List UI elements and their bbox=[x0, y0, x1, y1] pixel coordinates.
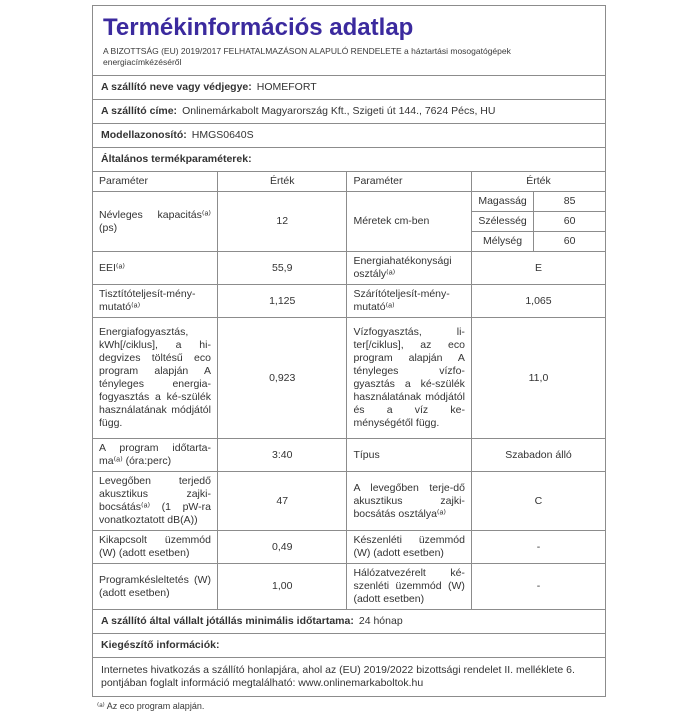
model-id-label: Modellazonosító: bbox=[101, 129, 187, 141]
supplier-name-value: HOMEFORT bbox=[256, 81, 317, 93]
value-cell: 1,125 bbox=[217, 285, 347, 318]
model-id-row bbox=[93, 123, 605, 147]
supplier-name-label: A szállító neve vagy védjegye: bbox=[101, 81, 252, 93]
table-row-eei bbox=[93, 252, 605, 285]
dim-value-width: 60 bbox=[534, 212, 605, 232]
param-cell: Hálózatvezérelt ké-szenléti üzemmód (W) (adott esetben) bbox=[347, 564, 471, 610]
header-param-left: Paraméter bbox=[93, 172, 217, 192]
param-cell: A program időtarta-ma⁽ᵃ⁾ (óra:perc) bbox=[93, 439, 217, 472]
general-params-heading: Általános termékparaméterek: bbox=[93, 147, 605, 171]
param-cell-capacity: Névleges kapacitás⁽ᵃ⁾ (ps) bbox=[93, 192, 217, 252]
product-datasheet bbox=[92, 5, 606, 697]
value-cell: 0,49 bbox=[217, 531, 347, 564]
table-row-delay-start bbox=[93, 564, 605, 610]
value-cell: - bbox=[471, 531, 605, 564]
dim-name-height: Magasság bbox=[471, 192, 533, 212]
param-cell: Programkésleltetés (W) (adott esetben) bbox=[93, 564, 217, 610]
model-id-value: HMGS0640S bbox=[191, 129, 254, 141]
header-param-right: Paraméter bbox=[347, 172, 471, 192]
dim-name-width: Szélesség bbox=[471, 212, 533, 232]
dim-value-height: 85 bbox=[534, 192, 605, 212]
header-value-left: Érték bbox=[217, 172, 347, 192]
param-cell: EEI⁽ᵃ⁾ bbox=[93, 252, 217, 285]
value-cell: C bbox=[471, 472, 605, 531]
param-cell: Kikapcsolt üzemmód (W) (adott esetben) bbox=[93, 531, 217, 564]
param-cell-dimensions: Méretek cm-ben bbox=[347, 192, 471, 252]
value-cell: 11,0 bbox=[471, 318, 605, 439]
param-cell: Vízfogyasztás, li-ter[/ciklus], az eco program alapján A tényleges vízfo-gyasztás a ké-szülék használatának módjától és a víz ke-ménységétől függ. bbox=[347, 318, 471, 439]
param-cell: Energiafogyasztás, kWh[/ciklus], a hi-degvizes töltésű eco program alapján A tényleges energia-fogyasztás a ké-szülék használatának módjától függ. bbox=[93, 318, 217, 439]
value-cell: Szabadon álló bbox=[471, 439, 605, 472]
table-row-program-duration bbox=[93, 439, 605, 472]
supplier-address-row bbox=[93, 99, 605, 123]
table-header-row bbox=[93, 172, 605, 192]
regulation-subtitle: A BIZOTTSÁG (EU) 2019/2017 FELHATALMAZÁSON ALAPULÓ RENDELETE a háztartási mosogatógépek energiacímkézéséről bbox=[103, 46, 511, 67]
table-row-capacity bbox=[93, 192, 605, 212]
warranty-value: 24 hónap bbox=[358, 615, 403, 627]
param-cell: Készenléti üzemmód (W) (adott esetben) bbox=[347, 531, 471, 564]
table-row-noise bbox=[93, 472, 605, 531]
warranty-label: A szállító által vállalt jótállás minimális időtartama: bbox=[101, 615, 354, 627]
eco-program-footnote: ⁽ᵃ⁾ Az eco program alapján. bbox=[97, 701, 205, 711]
value-cell: 1,065 bbox=[471, 285, 605, 318]
supplier-address-label: A szállító címe: bbox=[101, 105, 178, 117]
param-cell: Energiahatékonysági osztály⁽ᵃ⁾ bbox=[347, 252, 471, 285]
value-cell-capacity: 12 bbox=[217, 192, 347, 252]
document-header bbox=[93, 6, 605, 75]
supplier-name-row bbox=[93, 75, 605, 99]
param-cell: Típus bbox=[347, 439, 471, 472]
additional-info-text: Internetes hivatkozás a szállító honlapjára, ahol az (EU) 2019/2022 bizottsági rendelet II. melléklete 6. pontjában foglalt információ megtalálható: www.onlinemarkaboltok.hu bbox=[93, 657, 605, 696]
warranty-row bbox=[93, 609, 605, 633]
param-cell: A levegőben terje-dő akusztikus zajki-bocsátás osztálya⁽ᵃ⁾ bbox=[347, 472, 471, 531]
page-title: Termékinformációs adatlap bbox=[103, 14, 414, 41]
value-cell: E bbox=[471, 252, 605, 285]
param-cell: Tisztítóteljesít-mény-mutató⁽ᵃ⁾ bbox=[93, 285, 217, 318]
header-value-right: Érték bbox=[471, 172, 605, 192]
param-cell: Szárítóteljesít-mény-mutató⁽ᵃ⁾ bbox=[347, 285, 471, 318]
value-cell: 3:40 bbox=[217, 439, 347, 472]
value-cell: 0,923 bbox=[217, 318, 347, 439]
additional-info-heading: Kiegészítő információk: bbox=[93, 633, 605, 657]
dim-value-depth: 60 bbox=[534, 232, 605, 252]
table-row-off-mode bbox=[93, 531, 605, 564]
parameters-table bbox=[93, 171, 605, 609]
value-cell: 47 bbox=[217, 472, 347, 531]
value-cell: 1,00 bbox=[217, 564, 347, 610]
table-row-energy-consumption bbox=[93, 318, 605, 439]
param-cell: Levegőben terjedő akusztikus zajki-bocsátás⁽ᵃ⁾ (1 pW-ra vonatkoztatott dB(A)) bbox=[93, 472, 217, 531]
value-cell: - bbox=[471, 564, 605, 610]
supplier-address-value: Onlinemárkabolt Magyarország Kft., Szigeti út 144., 7624 Pécs, HU bbox=[182, 105, 496, 117]
table-row-cleaning-index bbox=[93, 285, 605, 318]
dim-name-depth: Mélység bbox=[471, 232, 533, 252]
value-cell: 55,9 bbox=[217, 252, 347, 285]
